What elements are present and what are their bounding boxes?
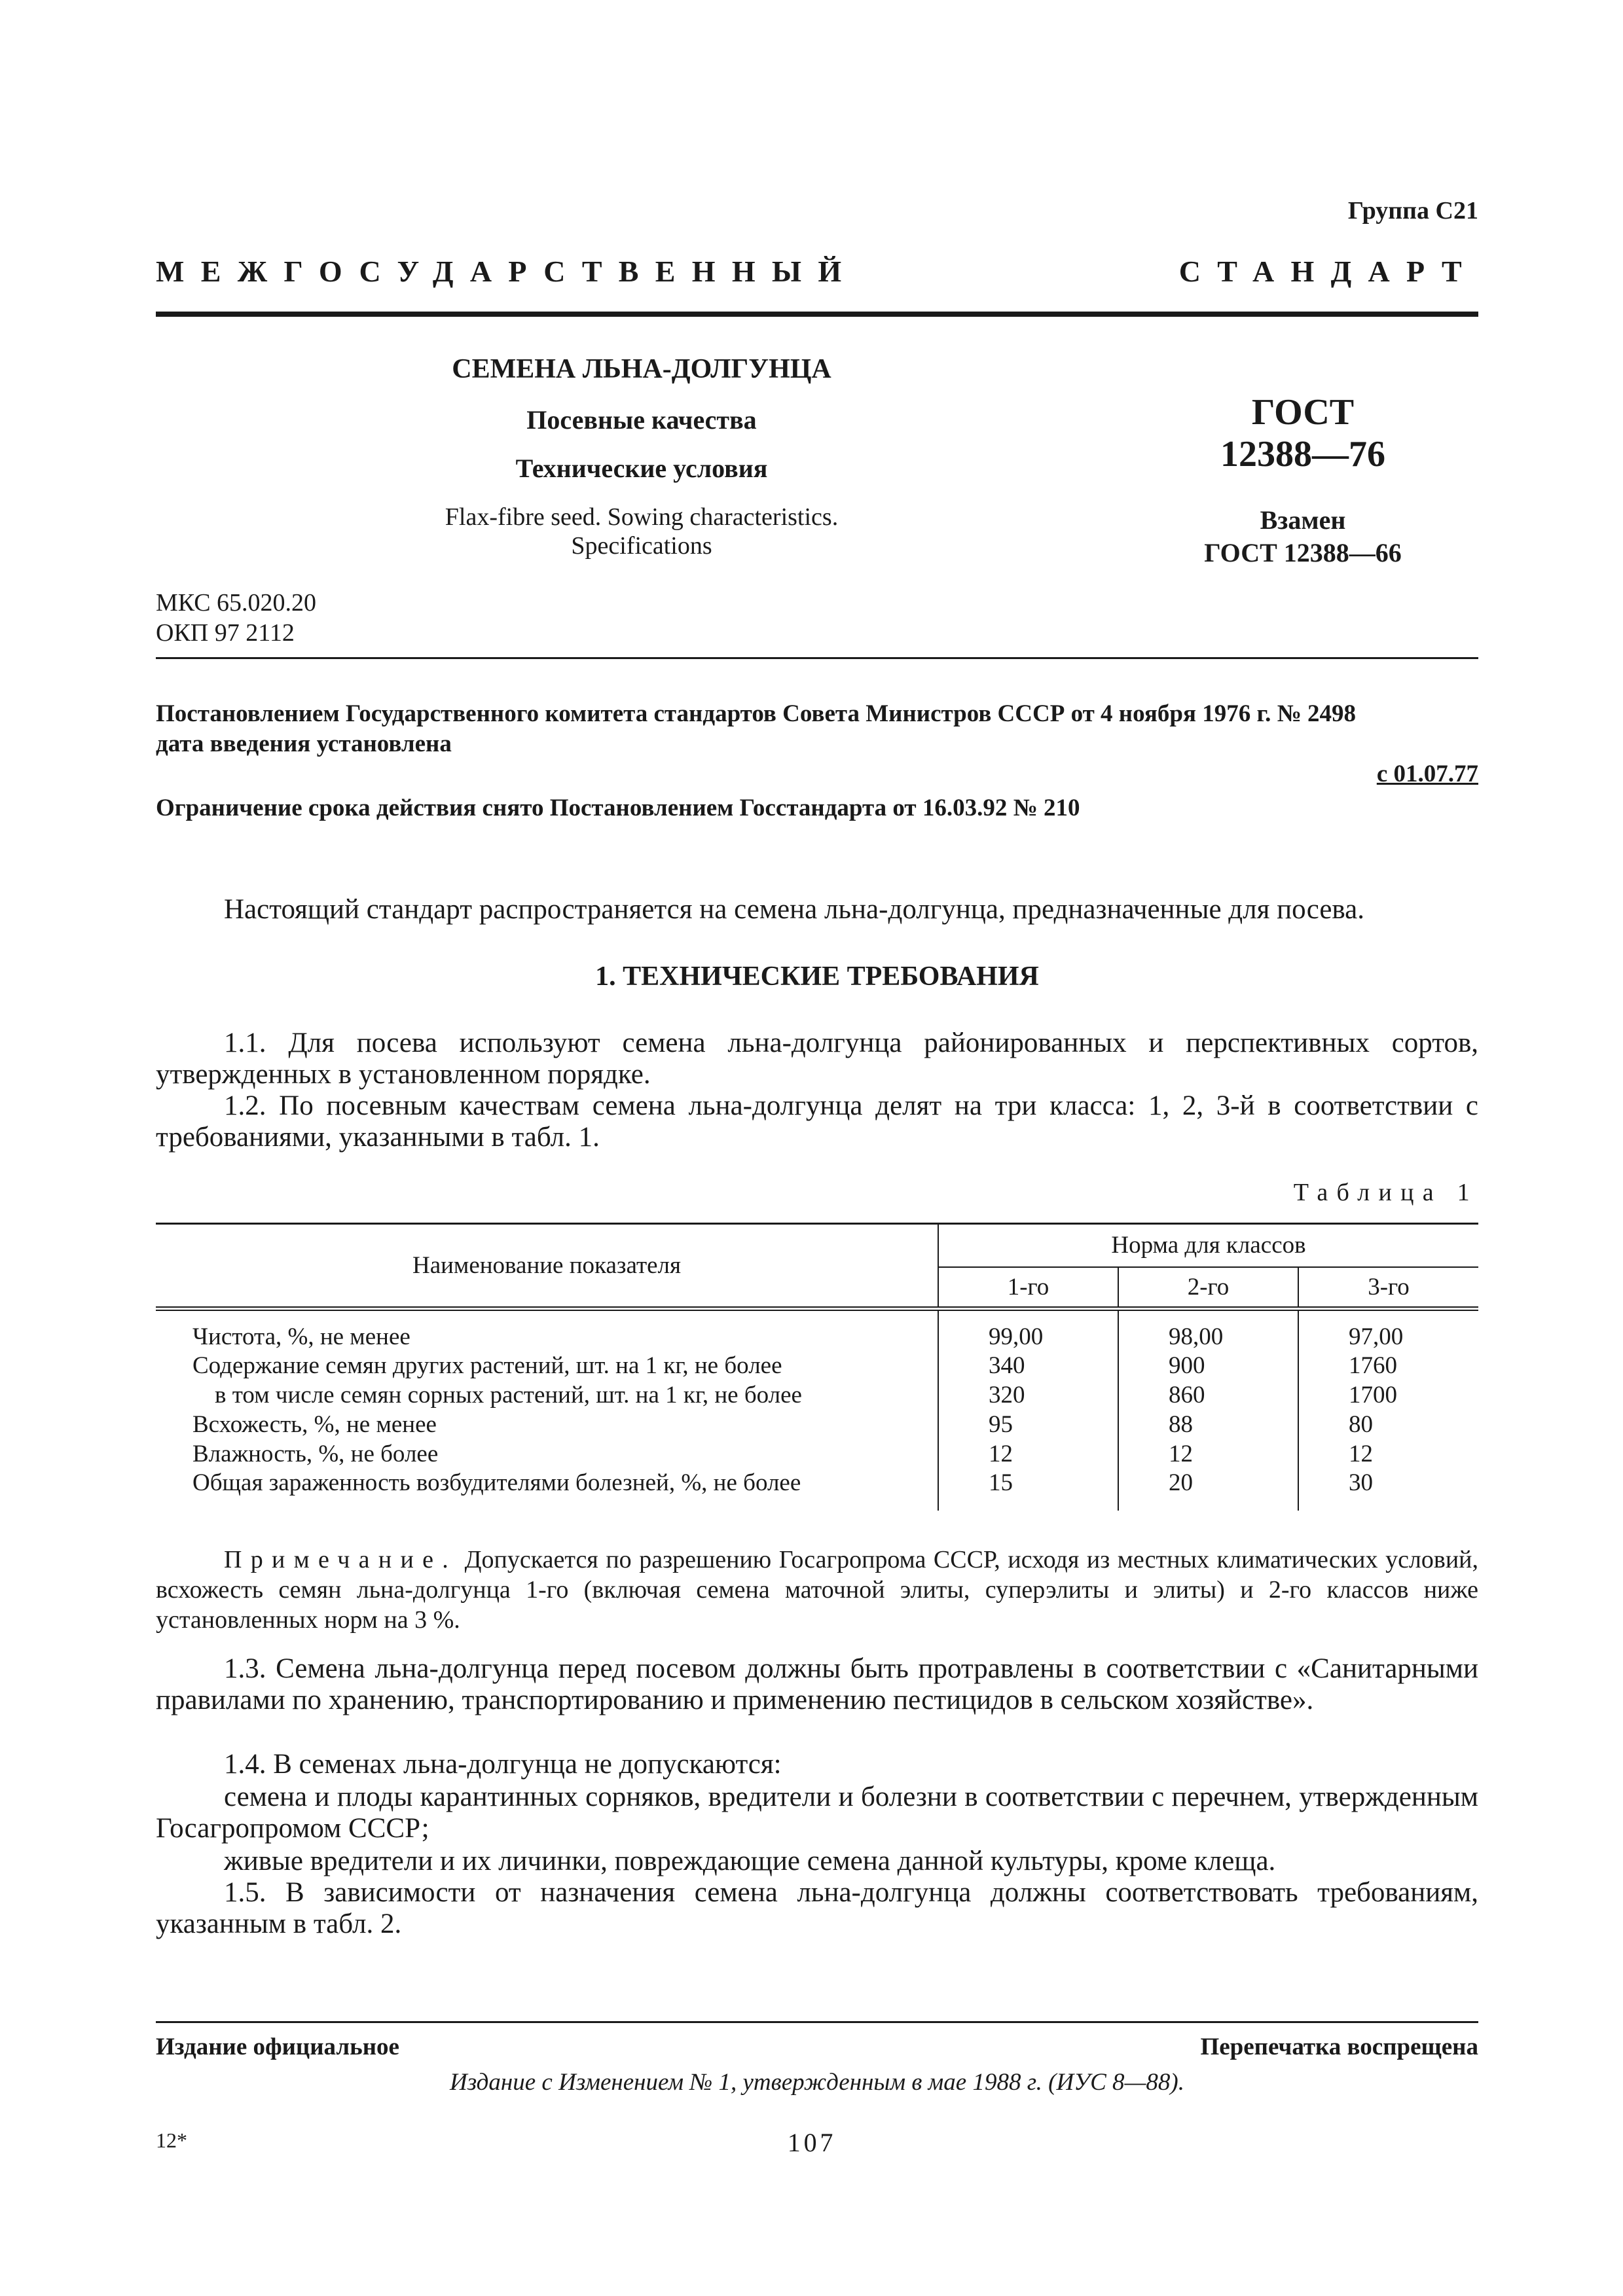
paragraph-1-1: 1.1. Для посева используют семена льна-долгунца районированных и перспективных сортов, утвержденных в установленном порядке. — [156, 1028, 1478, 1090]
table-note — [156, 1545, 1478, 1635]
row-name: в том числе семян сорных растений, шт. на 1 кг, не более — [156, 1380, 938, 1410]
okp-code: ОКП 97 2112 — [156, 619, 295, 647]
banner-title: МЕЖГОСУДАРСТВЕННЫЙ СТАНДАРТ — [156, 255, 1478, 288]
sheet-mark: 12* — [156, 2128, 187, 2152]
row-value-class-1: 99,00 — [938, 1309, 1118, 1351]
row-value-class-2: 98,00 — [1118, 1309, 1298, 1351]
english-line-1: Flax-fibre seed. Sowing characteristics. — [445, 503, 839, 531]
row-value-class-2: 900 — [1118, 1351, 1298, 1380]
decree-line-1: Постановлением Государственного комитета стандартов Совета Министров СССР от 4 ноября 1976 г. № 2498 — [156, 700, 1357, 727]
header-class-3: 3-го — [1368, 1273, 1410, 1300]
row-name: Общая зараженность возбудителями болезней, %, не более — [156, 1469, 938, 1511]
gost-label: ГОСТ — [1251, 392, 1355, 433]
paragraph-1-4-item-1: семена и плоды карантинных сорняков, вредители и болезни в соответствии с перечнем, утвержденным Госагропромом СССР; — [156, 1782, 1478, 1844]
table-row — [156, 1351, 1478, 1380]
row-value-class-3: 1760 — [1349, 1352, 1397, 1379]
header-indicator: Наименование показателя — [156, 1224, 938, 1309]
gost-id — [1139, 391, 1467, 475]
row-name: Влажность, %, не более — [156, 1439, 938, 1469]
doc-title: СЕМЕНА ЛЬНА-ДОЛГУНЦА — [452, 354, 831, 384]
mks-code: МКС 65.020.20 — [156, 589, 317, 617]
page-number: 107 — [787, 2128, 837, 2157]
row-value-class-2: 860 — [1118, 1380, 1298, 1410]
decree-line-2: дата введения установлена — [156, 730, 452, 757]
classification-codes — [156, 588, 316, 648]
note-label: Примечание. — [224, 1546, 458, 1573]
row-value-class-1: 340 — [938, 1351, 1118, 1380]
row-value-class-3: 1700 — [1349, 1381, 1397, 1408]
row-name: Всхожесть, %, не менее — [156, 1410, 938, 1439]
section-1-heading: 1. ТЕХНИЧЕСКИЕ ТРЕБОВАНИЯ — [595, 961, 1039, 992]
table-row — [156, 1309, 1478, 1351]
doc-subtitle-1: Посевные качества — [526, 405, 757, 435]
header-class-1: 1-го — [938, 1267, 1118, 1309]
row-value-class-3: 30 — [1349, 1469, 1373, 1496]
row-value-class-1: 95 — [938, 1410, 1118, 1439]
paragraph-1-5: 1.5. В зависимости от назначения семена льна-долгунца должны соответствовать требованиям, указанным в табл. 2. — [156, 1877, 1478, 1939]
footer-rule — [156, 2021, 1478, 2023]
table-row — [156, 1469, 1478, 1511]
row-value-class-2: 12 — [1118, 1439, 1298, 1469]
header-class-2: 2-го — [1118, 1267, 1298, 1309]
note-text: Допускается по разрешению Госагропрома СССР, исходя из местных климатических условий, всхожесть семян льна-долгунца 1-го (включая семена маточной элиты, суперэлиты и элиты) и 2-го классов ниже установленных норм на 3 %. — [156, 1546, 1479, 1634]
table-row — [156, 1439, 1478, 1469]
row-value-class-2: 20 — [1118, 1469, 1298, 1511]
replaces-value: ГОСТ 12388—66 — [1204, 538, 1402, 567]
replaces-label: Взамен — [1260, 505, 1346, 535]
table-row — [156, 1410, 1478, 1439]
gost-number: 12388—76 — [1220, 434, 1385, 475]
title-rule — [156, 657, 1478, 659]
header-rule — [156, 312, 1478, 317]
row-value-class-3: 12 — [1349, 1440, 1373, 1467]
row-value-class-1: 15 — [938, 1469, 1118, 1511]
row-name: Содержание семян других растений, шт. на 1 кг, не более — [156, 1351, 938, 1380]
row-value-class-1: 320 — [938, 1380, 1118, 1410]
header-norm-group: Норма для классов — [938, 1224, 1478, 1267]
row-value-class-3: 80 — [1349, 1410, 1373, 1438]
intro-paragraph: Настоящий стандарт распространяется на семена льна-долгунца, предназначенные для посева. — [224, 894, 1365, 925]
paragraph-1-2: 1.2. По посевным качествам семена льна-долгунца делят на три класса: 1, 2, 3-й в соответствии с требованиями, указанными в табл. 1. — [156, 1090, 1478, 1153]
effective-date: с 01.07.77 — [1376, 761, 1478, 787]
gost-replaces — [1139, 504, 1467, 569]
row-value-class-1: 12 — [938, 1439, 1118, 1469]
paragraph-1-4-item-2: живые вредители и их личинки, повреждающие семена данной культуры, кроме клеща. — [224, 1846, 1276, 1876]
group-code: Группа С21 — [1347, 197, 1478, 224]
row-name: Чистота, %, не менее — [156, 1309, 938, 1351]
amendment-note: Издание с Изменением № 1, утвержденным в мае 1988 г. (ИУС 8—88). — [450, 2069, 1184, 2096]
row-value-class-3: 97,00 — [1349, 1323, 1404, 1350]
official-edition: Издание официальное — [156, 2034, 399, 2060]
table-1 — [156, 1223, 1478, 1511]
paragraph-1-3: 1.3. Семена льна-долгунца перед посевом должны быть протравлены в соответствии с «Санитарными правилами по хранению, транспортированию и применению пестицидов в сельском хозяйстве». — [156, 1653, 1478, 1715]
row-value-class-2: 88 — [1118, 1410, 1298, 1439]
reprint-notice: Перепечатка воспрещена — [1200, 2034, 1478, 2060]
english-line-2: Specifications — [571, 532, 712, 560]
paragraph-1-4: 1.4. В семенах льна-долгунца не допускаются: — [224, 1749, 782, 1780]
decree-limit: Ограничение срока действия снято Постановлением Госстандарта от 16.03.92 № 210 — [156, 795, 1080, 821]
table-row — [156, 1380, 1478, 1410]
table-1-caption: Таблица 1 — [1293, 1179, 1478, 1206]
doc-title-english — [354, 503, 930, 560]
doc-subtitle-2: Технические условия — [515, 454, 768, 483]
